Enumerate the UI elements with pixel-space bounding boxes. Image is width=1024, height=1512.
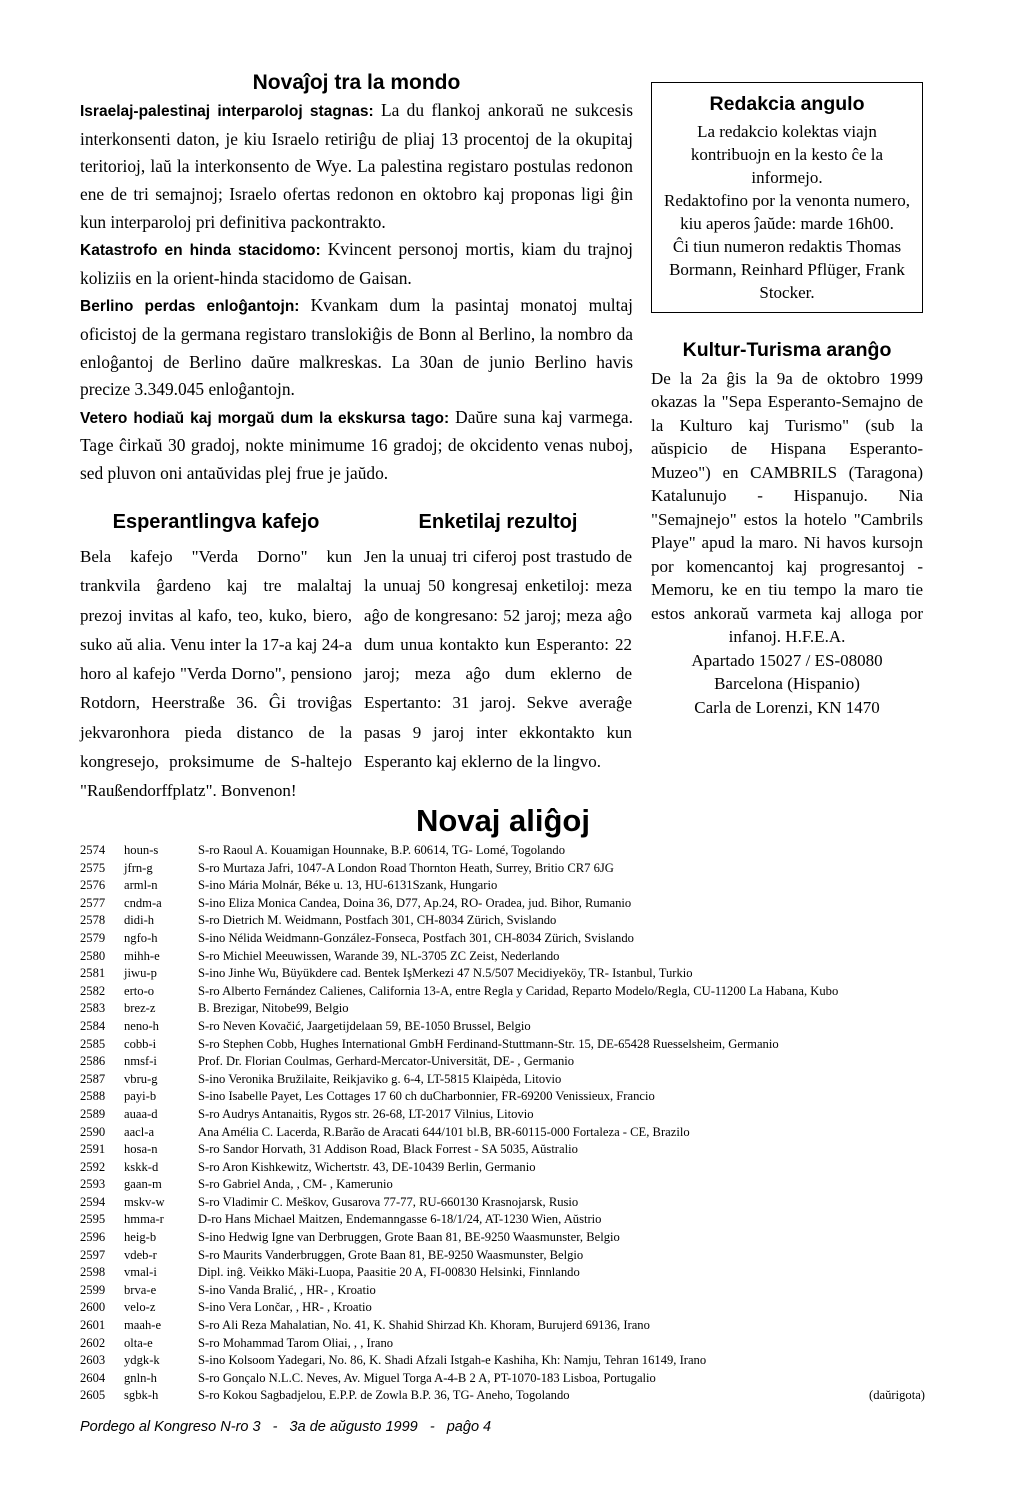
registration-name: S-ino Nélida Weidmann-González-Fonseca, Postfach 301, CH-8034 Zürich, Svislando <box>198 930 634 945</box>
registration-row <box>80 1247 925 1265</box>
cafe-title: Esperantlingva kafejo <box>112 511 320 533</box>
registration-name: S-ino Eliza Monica Candea, Doina 36, D77, Ap.24, RO- Oradea, jud. Bihor, Rumanio <box>198 895 632 910</box>
registration-num: 2579 <box>80 930 106 945</box>
news-item-text: Kvincent personoj mortis, kiam du trajnoj koliziis en la orient-hinda stacidomo de Gaisan. <box>80 239 633 288</box>
registration-code: velo-z <box>124 1300 156 1315</box>
survey-article <box>364 510 632 776</box>
registration-num: 2600 <box>80 1300 106 1315</box>
registration-row <box>80 1071 925 1089</box>
registration-name: S-ro Mohammad Tarom Oliai, , , Irano <box>198 1335 394 1350</box>
registration-num: 2594 <box>80 1194 106 1209</box>
culture-address: Apartado 15027 / ES-08080 <box>691 650 883 670</box>
registration-name: S-ro Stephen Cobb, Hughes International GmbH Ferdinand-Stuttmann-Str. 15, DE-65428 Ruesselsheim, Germanio <box>198 1036 779 1051</box>
registration-num: 2603 <box>80 1353 106 1368</box>
registration-code: arml-n <box>124 878 158 893</box>
registration-num: 2596 <box>80 1230 106 1245</box>
registration-row <box>80 930 925 948</box>
continued-note: (daŭrigota) <box>869 1388 925 1403</box>
registration-num: 2584 <box>80 1018 106 1033</box>
registration-row <box>80 1211 925 1229</box>
registration-name: S-ino Kolsoom Yadegari, No. 86, K. Shadi Afzali Istgah-e Kashiha, Kh: Namju, Tehran 16149, Irano <box>198 1353 707 1368</box>
registration-row <box>80 1194 925 1212</box>
culture-title: Kultur-Turisma aranĝo <box>682 339 892 362</box>
registration-num: 2577 <box>80 895 106 910</box>
registration-code: kskk-d <box>124 1159 159 1174</box>
registration-code: sgbk-h <box>124 1388 159 1403</box>
culture-tourism-article <box>651 339 923 719</box>
registration-name: S-ro Aron Kishkewitz, Wichertstr. 43, DE-10439 Berlin, Germanio <box>198 1159 536 1174</box>
registration-row <box>80 1335 925 1353</box>
registration-list <box>80 842 925 1405</box>
registration-name: S-ino Vanda Bralić, , HR- , Kroatio <box>198 1282 376 1297</box>
registration-row <box>80 1018 925 1036</box>
registration-row <box>80 1229 925 1247</box>
registration-row <box>80 1053 925 1071</box>
registration-row <box>80 1370 925 1388</box>
registration-num: 2595 <box>80 1212 106 1227</box>
news-item-lead: Israelaj-palestinaj interparoloj stagnas: <box>80 103 374 121</box>
registration-code: neno-h <box>124 1018 159 1033</box>
registration-row <box>80 965 925 983</box>
registration-num: 2576 <box>80 878 106 893</box>
registration-row <box>80 1299 925 1317</box>
registration-num: 2578 <box>80 913 106 928</box>
registration-code: mskv-w <box>124 1194 165 1209</box>
news-title: Novaĵoj tra la mondo <box>252 71 461 94</box>
registration-code: mihh-e <box>124 948 160 963</box>
registration-num: 2605 <box>80 1388 106 1403</box>
survey-text: Jen la unuaj tri ciferoj post trastudo de la unuaj 50 kongresaj enketiloj: meza aĝo de kongresano: 52 jaroj; meza aĝo dum unua kontakto kun Esperanto: 22 jaroj; meza aĝo dum eklerno de Espertanto: 31 jaroj. Sekve averaĝe pasas 9 jaroj inter ekkontakto kun Esperanto kaj eklerno de la lingvo. <box>364 547 632 772</box>
registration-code: auaa-d <box>124 1106 158 1121</box>
registration-code: gaan-m <box>124 1177 162 1192</box>
registration-num: 2604 <box>80 1370 106 1385</box>
registration-name: Dipl. inĝ. Veikko Mäki-Luopa, Paasitie 20 A, FI-00830 Helsinki, Finnlando <box>198 1265 580 1280</box>
registration-code: maah-e <box>124 1318 162 1333</box>
editorial-text: Ĉi tiun numeron redaktis Thomas Bormann, Reinhard Pflüger, Frank Stocker. <box>669 237 905 303</box>
registration-num: 2586 <box>80 1054 106 1069</box>
registration-num: 2580 <box>80 948 106 963</box>
news-item-text: Daŭre suna kaj varmega. Tage ĉirkaŭ 30 gradoj, nokte minimume 16 gradoj; de okcidento venas nuboj, sed pluvon oni antaŭvidas plej frue je jaŭdo. <box>80 406 633 483</box>
registration-row <box>80 1088 925 1106</box>
registration-code: nmsf-i <box>124 1054 157 1069</box>
registration-code: vmal-i <box>124 1265 157 1280</box>
registration-num: 2602 <box>80 1335 106 1350</box>
registration-code: brez-z <box>124 1001 156 1016</box>
registration-code: jiwu-p <box>124 966 157 981</box>
registration-num: 2574 <box>80 843 106 857</box>
survey-title: Enketilaj rezultoj <box>418 511 578 533</box>
registration-name: Ana Amélia C. Lacerda, R.Barão de Aracati 644/101 bl.B, BR-60115-000 Fortaleza - CE, Brazilo <box>198 1124 690 1139</box>
registration-num: 2598 <box>80 1265 106 1280</box>
registration-num: 2585 <box>80 1036 106 1051</box>
registration-row <box>80 1176 925 1194</box>
registration-code: vdeb-r <box>124 1247 157 1262</box>
registration-row <box>80 895 925 913</box>
editorial-box <box>651 82 923 313</box>
registration-code: aacl-a <box>124 1124 155 1139</box>
registration-code: olta-e <box>124 1335 153 1350</box>
registration-row <box>80 983 925 1001</box>
registration-code: didi-h <box>124 913 155 928</box>
registration-row <box>80 1036 925 1054</box>
registration-name: S-ro Sandor Horvath, 31 Addison Road, Black Forrest - SA 5035, Aŭstralio <box>198 1142 578 1157</box>
culture-address: Carla de Lorenzi, KN 1470 <box>694 697 880 717</box>
registration-num: 2575 <box>80 860 106 875</box>
registration-name: S-ro Alberto Fernández Calienes, California 13-A, entre Regla y Caridad, Reparto Modelo/Regla, CU-11200 La Habana, Kubo <box>198 983 839 998</box>
culture-text: De la 2a ĝis la 9a de oktobro 1999 okazas la "Sepa Esperanto-Semajno de la Kulturo kaj Turismo" (sub la aŭspicio de Hispana Esperanto-Muzeo") en CAMBRILS (Taragona) Katalunujo - Hispanujo. Nia "Semajnejo" estos la hotelo "Cambrils Playe" apud la maro. Ni havos kursojn por komencantoj kaj progresantoj - Memoru, ke en tiu tempo la maro tie estos ankoraŭ varmeta kaj alloga por infanoj. H.F.E.A. <box>651 368 923 647</box>
editorial-text: Redaktofino por la venonta numero, kiu aperos ĵaŭde: marde 16h00. <box>664 191 910 234</box>
registration-code: hosa-n <box>124 1142 158 1157</box>
registration-code: vbru-g <box>124 1071 158 1086</box>
registration-name: S-ino Hedwig Igne van Derbruggen, Grote Baan 81, BE-9250 Waasmunster, Belgio <box>198 1230 620 1245</box>
registration-code: houn-s <box>124 843 159 857</box>
registration-row <box>80 1282 925 1300</box>
registration-code: hmma-r <box>124 1212 164 1227</box>
registration-row <box>80 1141 925 1159</box>
registration-name: S-ino Vera Lončar, , HR- , Kroatio <box>198 1300 372 1315</box>
news-body <box>80 97 633 487</box>
registration-name: S-ro Neven Kovačić, Jaargetijdelaan 59, BE-1050 Brussel, Belgio <box>198 1018 531 1033</box>
registration-name: S-ro Gonçalo N.L.C. Neves, Av. Miguel Torga A-4-B 2 A, PT-1070-183 Lisboa, Portugalio <box>198 1370 656 1385</box>
registration-name: S-ino Mária Molnár, Béke u. 13, HU-6131Szank, Hungario <box>198 878 498 893</box>
registration-row <box>80 877 925 895</box>
registration-code: heig-b <box>124 1230 157 1245</box>
registration-num: 2590 <box>80 1124 106 1139</box>
cafe-text: Bela kafejo "Verda Dorno" kun trankvila ĝardeno kaj tre malaltaj prezoj invitas al kafo, teo, kuko, biero, suko aŭ alia. Venu inter la 17-a kaj 24-a horo al kafejo "Verda Dorno", pensiono Rotdorn, Heerstraße 36. Ĝi troviĝas jekvaronhora pieda distanco de la kongresejo, proksimume de S-haltejo "Raußendorffplatz". Bonvenon! <box>80 547 352 801</box>
registration-name: S-ino Isabelle Payet, Les Cottages 17 60 ch duCharbonnier, FR-69200 Venissieux, Francio <box>198 1089 655 1104</box>
registration-num: 2592 <box>80 1159 106 1174</box>
registration-name: S-ro Vladimir C. Meškov, Gusarova 77-77, RU-660130 Krasnojarsk, Rusio <box>198 1194 579 1209</box>
registration-num: 2597 <box>80 1247 106 1262</box>
registration-name: S-ro Raoul A. Kouamigan Hounnake, B.P. 60614, TG- Lomé, Togolando <box>198 843 565 857</box>
registration-name: D-ro Hans Michael Maitzen, Endemanngasse 6-18/1/24, AT-1230 Wien, Aŭstrio <box>198 1212 602 1227</box>
cafe-article <box>80 510 352 806</box>
registration-row <box>80 1387 925 1405</box>
registration-row <box>80 842 925 860</box>
registration-code: ydgk-k <box>124 1353 160 1368</box>
registration-code: erto-o <box>124 983 155 998</box>
registration-num: 2588 <box>80 1089 106 1104</box>
news-item-lead: Katastrofo en hinda stacidomo: <box>80 242 321 260</box>
registration-num: 2589 <box>80 1106 106 1121</box>
registration-code: cobb-i <box>124 1036 157 1051</box>
news-item-text: Kvankam dum la pasintaj monatoj multaj oficistoj de la germana registaro translokiĝis de Bonn al Berlino, la nombro da enloĝantoj de Berlino daŭre malkreskas. La 30an de junio Berlino havis precize 3.349.045 enloĝantojn. <box>80 295 634 400</box>
registration-num: 2582 <box>80 983 106 998</box>
registration-row <box>80 948 925 966</box>
registration-code: gnln-h <box>124 1370 157 1385</box>
registration-num: 2587 <box>80 1071 106 1086</box>
registration-row <box>80 1352 925 1370</box>
culture-address: Barcelona (Hispanio) <box>714 674 860 694</box>
page-footer: Pordego al Kongreso N-ro 3 - 3a de aŭgusto 1999 - paĝo 4 <box>80 1419 492 1435</box>
news-item-lead: Berlino perdas enloĝantojn: <box>80 298 300 316</box>
right-column <box>651 82 923 719</box>
news-item-text: La du flankoj ankoraŭ ne sukcesis interkonsenti daton, je kiu Israelo retiriĝu de pliaj 13 procentoj de la okupitaj teritorioj, laŭ la interkonsento de Wye. La palestina registaro postulas redonon ene de tri semajnoj; Israelo ofertas redonon en oktobro kaj proponas ligi ĝin kun interparoloj pri definitiva packontrakto. <box>80 100 633 232</box>
editorial-title: Redakcia angulo <box>709 93 865 115</box>
registration-code: brva-e <box>124 1282 157 1297</box>
registration-num: 2581 <box>80 966 106 981</box>
registration-name: S-ino Veronika Bružilaite, Reikjaviko g. 6-4, LT-5815 Klaipėda, Litovio <box>198 1071 562 1086</box>
registration-name: S-ro Gabriel Anda, , CM- , Kamerunio <box>198 1177 393 1192</box>
news-item-lead: Vetero hodiaŭ kaj morgaŭ dum la ekskursa tago: <box>80 409 450 427</box>
registration-name: S-ro Murtaza Jafri, 1047-A London Road Thornton Heath, Surrey, Britio CR7 6JG <box>198 860 614 875</box>
registration-row <box>80 1159 925 1177</box>
registration-row <box>80 1106 925 1124</box>
registration-name: S-ro Michiel Meeuwissen, Warande 39, NL-3705 ZC Zeist, Nederlando <box>198 948 560 963</box>
news-column <box>80 70 633 488</box>
registration-num: 2601 <box>80 1318 106 1333</box>
registration-num: 2591 <box>80 1142 106 1157</box>
registration-code: cndm-a <box>124 895 162 910</box>
registration-row <box>80 912 925 930</box>
registration-row <box>80 1000 925 1018</box>
registration-name: Prof. Dr. Florian Coulmas, Gerhard-Mercator-Universität, DE- , Germanio <box>198 1054 575 1069</box>
registration-name: S-ro Audrys Antanaitis, Rygos str. 26-68, LT-2017 Vilnius, Litovio <box>198 1106 534 1121</box>
registration-name: S-ro Ali Reza Mahalatian, No. 41, K. Shahid Shirzad Kh. Khoram, Burujerd 69136, Irano <box>198 1318 650 1333</box>
registration-row <box>80 860 925 878</box>
registration-num: 2599 <box>80 1282 106 1297</box>
registration-name: B. Brezigar, Nitobe99, Belgio <box>198 1001 349 1016</box>
registration-name: S-ro Maurits Vanderbruggen, Grote Baan 81, BE-9250 Waasmunster, Belgio <box>198 1247 584 1262</box>
registration-num: 2583 <box>80 1001 106 1016</box>
registration-row <box>80 1264 925 1282</box>
registration-row <box>80 1317 925 1335</box>
editorial-text: La redakcio kolektas viajn kontribuojn en la kesto ĉe la informejo. <box>690 122 884 188</box>
registration-code: jfrn-g <box>124 860 153 875</box>
new-registrations-title: Novaj aliĝoj <box>416 803 590 838</box>
registration-code: payi-b <box>124 1089 157 1104</box>
registration-name: S-ino Jinhe Wu, Büyükdere cad. Bentek IşMerkezi 47 N.5/507 Mecidiyeköy, TR- Istanbul, Turkio <box>198 966 693 981</box>
registration-num: 2593 <box>80 1177 106 1192</box>
registration-row <box>80 1124 925 1142</box>
registration-name: S-ro Kokou Sagbadjelou, E.P.P. de Zowla B.P. 36, TG- Aneho, Togolando <box>198 1388 570 1403</box>
registration-code: ngfo-h <box>124 930 158 945</box>
registration-name: S-ro Dietrich M. Weidmann, Postfach 301, CH-8034 Zürich, Svislando <box>198 913 557 928</box>
